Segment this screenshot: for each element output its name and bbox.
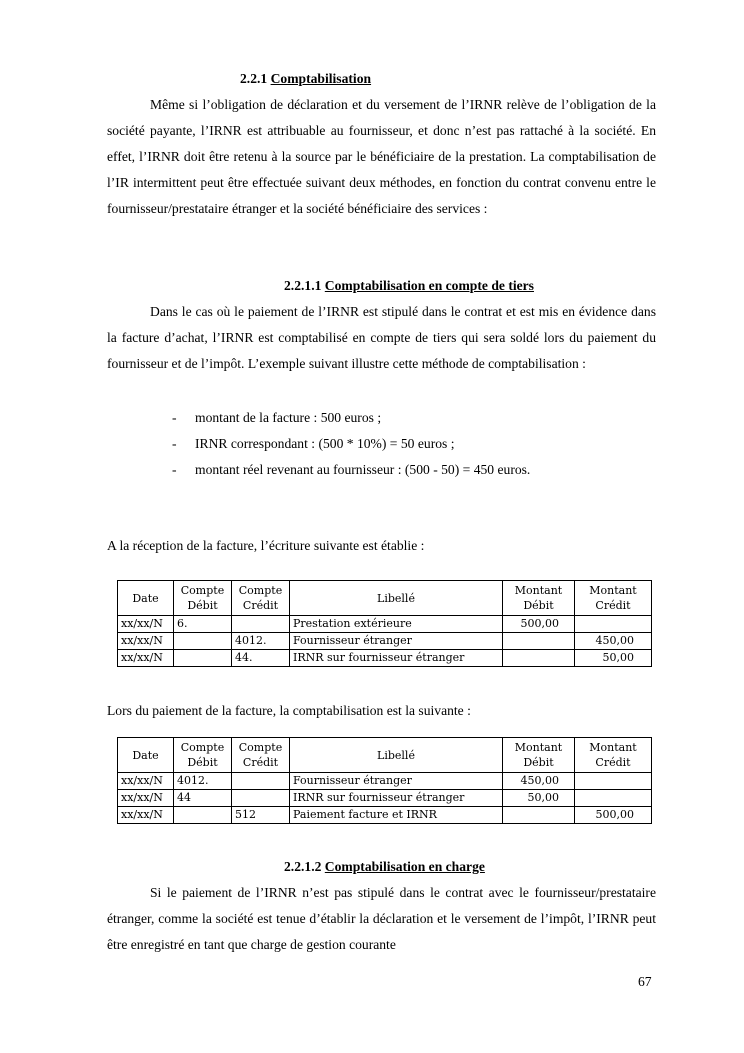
heading-title: Comptabilisation — [270, 71, 372, 86]
journal-entry-table-paiement — [117, 737, 652, 824]
section-heading-2-2-1-1 — [284, 278, 534, 294]
table-row: xx/xx/N 44. IRNR sur fournisseur étranger 50,00 — [118, 650, 652, 667]
heading-number: 2.2.1 — [240, 71, 268, 86]
section-heading-2-2-1-2 — [284, 859, 485, 875]
table-header-row: Date Compte Débit Compte Crédit Libellé Montant Débit Montant Crédit — [118, 738, 652, 773]
table-row: xx/xx/N 512 Paiement facture et IRNR 500,00 — [118, 807, 652, 824]
list-item: - montant de la facture : 500 euros ; — [172, 410, 382, 425]
journal-entry-table-reception — [117, 580, 652, 667]
section-heading-2-2-1 — [240, 71, 371, 87]
table-1-intro: A la réception de la facture, l’écriture suivante est établie : — [107, 538, 425, 553]
list-item: - montant réel revenant au fournisseur : (500 - 50) = 450 euros. — [172, 462, 531, 477]
table-2-intro: Lors du paiement de la facture, la comptabilisation est la suivante : — [107, 703, 471, 718]
bullet-list — [172, 405, 530, 483]
heading-number: 2.2.1.1 — [284, 278, 322, 293]
paragraph-compte-de-tiers: Dans le cas où le paiement de l’IRNR est stipulé dans le contrat et est mis en évidence dans la facture d’achat, l’IRNR est comptabilisé en compte de tiers qui sera soldé lors du paiement du fournisseur et de l’impôt. L’exemple suivant illustre cette méthode de comptabilisation : — [107, 304, 656, 371]
page-number: 67 — [638, 974, 652, 989]
paragraph-comptabilisation: Même si l’obligation de déclaration et du versement de l’IRNR relève de l’obligation de la société payante, l’IRNR est attribuable au fournisseur, et donc n’est pas rattaché à la société. En effet, l’IRNR doit être retenu à la source par le bénéficiaire de la prestation. La comptabilisation de l’IR intermittent peut être effectuée suivant deux méthodes, en fonction du contrat convenu entre le fournisseur/prestataire étranger et la société bénéficiaire des services : — [107, 97, 656, 216]
table-header-row: Date Compte Débit Compte Crédit Libellé Montant Débit Montant Crédit — [118, 581, 652, 616]
heading-number: 2.2.1.2 — [284, 859, 322, 874]
table-row: xx/xx/N 4012. Fournisseur étranger 450,00 — [118, 773, 652, 790]
list-item: - IRNR correspondant : (500 * 10%) = 50 euros ; — [172, 436, 455, 451]
table-row: xx/xx/N 44 IRNR sur fournisseur étranger 50,00 — [118, 790, 652, 807]
heading-title: Comptabilisation en charge — [324, 859, 485, 874]
table-row: xx/xx/N 4012. Fournisseur étranger 450,00 — [118, 633, 652, 650]
heading-title: Comptabilisation en compte de tiers — [324, 278, 534, 293]
table-row: xx/xx/N 6. Prestation extérieure 500,00 — [118, 616, 652, 633]
paragraph-comptabilisation-en-charge: Si le paiement de l’IRNR n’est pas stipulé dans le contrat avec le fournisseur/prestataire étranger, comme la société est tenue d’établir la déclaration et le versement de l’impôt, l’IRNR peut être enregistré en tant que charge de gestion courante — [107, 885, 656, 952]
